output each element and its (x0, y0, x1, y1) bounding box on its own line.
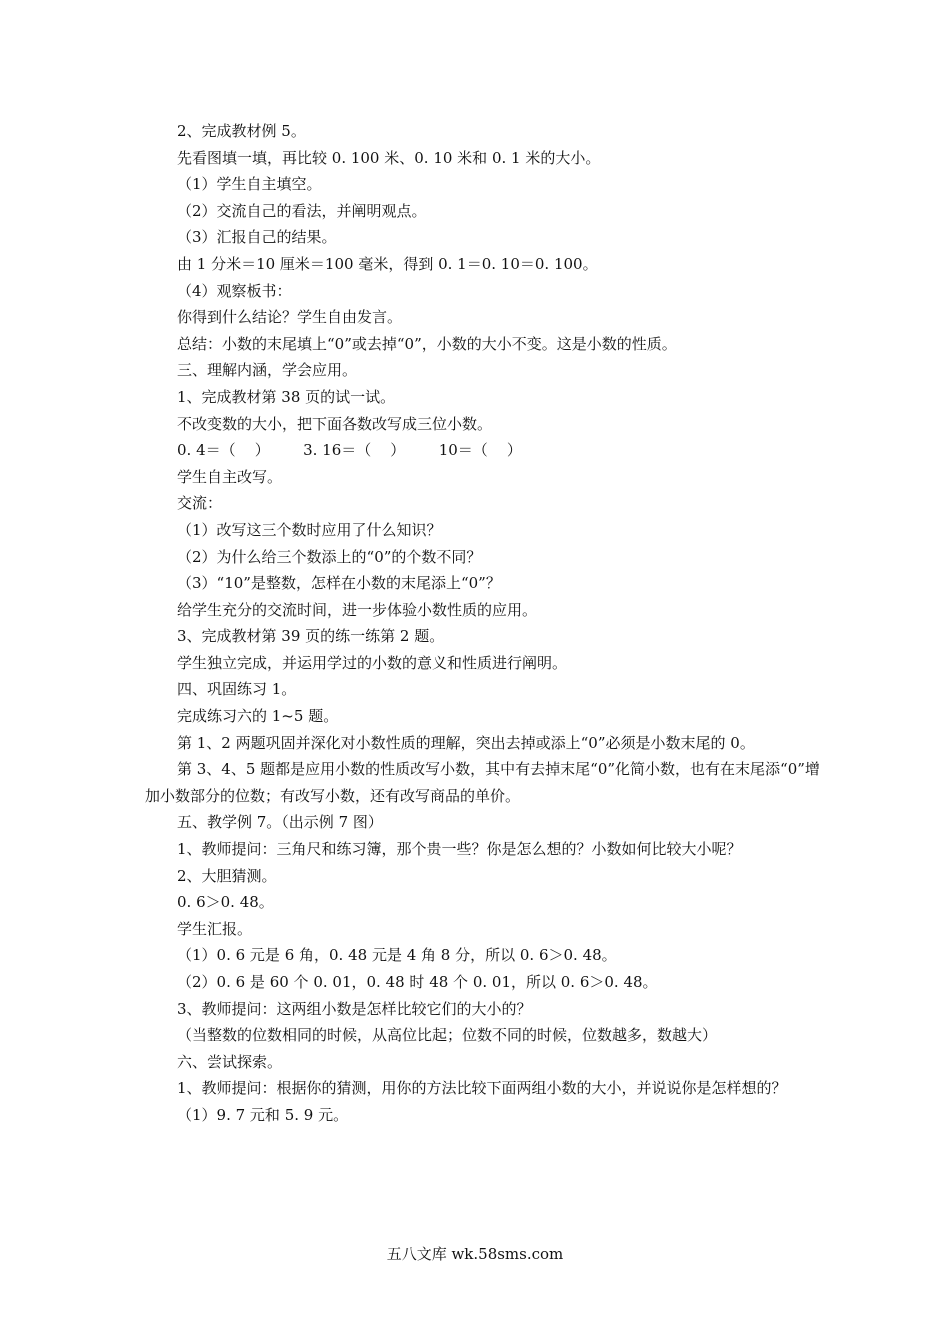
text-line: （1）改写这三个数时应用了什么知识？ (177, 520, 442, 539)
text-line: 由 1 分米＝10 厘米＝100 毫米，得到 0. 1＝0. 10＝0. 100。 (177, 254, 598, 273)
text-line: （3）“10”是整数，怎样在小数的末尾添上“0”？ (177, 574, 501, 593)
text-line: （2）交流自己的看法，并阐明观点。 (177, 201, 427, 220)
text-line: 不改变数的大小，把下面各数改写成三位小数。 (177, 414, 493, 433)
text-line: 给学生充分的交流时间，进一步体验小数性质的应用。 (177, 600, 538, 619)
text-line: 0. 6＞0. 48。 (177, 893, 274, 912)
text-line: 3、教师提问：这两组小数是怎样比较它们的大小的？ (177, 999, 532, 1018)
paragraph: 第 3、4、5 题都是应用小数的性质改写小数，其中有去掉末尾“0”化简小数，也有在末尾添“0”增加小数部分的位数；有改写小数，还有改写商品的单价。 (145, 760, 820, 805)
text-line: （4）观察板书： (177, 281, 292, 300)
paragraph: 1、教师提问：根据你的猜测，用你的方法比较下面两组小数的大小，并说说你是怎样想的？ (177, 1079, 787, 1098)
text-line: 学生独立完成，并运用学过的小数的意义和性质进行阐明。 (177, 653, 568, 672)
text-line: 2、大胆猜测。 (177, 866, 277, 885)
text-line: （2）为什么给三个数添上的“0”的个数不同？ (177, 547, 482, 566)
text-line: 五、教学例 7。（出示例 7 图） (177, 813, 383, 832)
text-line: 总结：小数的末尾填上“0”或去掉“0”，小数的大小不变。这是小数的性质。 (177, 334, 677, 353)
text-line: （1）0. 6 元是 6 角，0. 48 元是 4 角 8 分，所以 0. 6＞0. 48。 (177, 946, 617, 965)
text-line: 完成练习六的 1~5 题。 (177, 707, 339, 726)
text-line: （1）9. 7 元和 5. 9 元。 (177, 1105, 349, 1124)
text-line: 先看图填一填，再比较 0. 100 米、0. 10 米和 0. 1 米的大小。 (177, 148, 601, 167)
text-line: 2、完成教材例 5。 (177, 122, 306, 140)
text-line: 0. 4＝（ ） 3. 16＝（ ） 10＝（ ） (177, 441, 522, 460)
text-line: （2）0. 6 是 60 个 0. 01，0. 48 时 48 个 0. 01，所以 0. 6＞0. 48。 (177, 973, 658, 991)
text-line: 交流： (177, 494, 223, 513)
text-line: 3、完成教材第 39 页的练一练第 2 题。 (177, 627, 445, 646)
text-line: 六、尝试探索。 (177, 1052, 283, 1071)
text-line: 你得到什么结论？学生自由发言。 (177, 308, 403, 327)
text-line: 四、巩固练习 1。 (177, 680, 297, 699)
text-line: （1）学生自主填空。 (177, 175, 322, 194)
text-line: （当整数的位数相同的时候，从高位比起；位数不同的时候，位数越多，数越大） (177, 1026, 718, 1045)
text-line: （3）汇报自己的结果。 (177, 228, 337, 247)
text-line: 三、理解内涵，学会应用。 (177, 361, 358, 380)
document-body (145, 118, 825, 1129)
paragraph: 第 1、2 两题巩固并深化对小数性质的理解，突出去掉或添上“0”必须是小数末尾的 0。 (177, 733, 755, 752)
text-line: 1、教师提问：三角尺和练习簿，那个贵一些？你是怎么想的？小数如何比较大小呢？ (177, 840, 742, 859)
text-line: 学生自主改写。 (177, 467, 283, 486)
text-line: 1、完成教材第 38 页的试一试。 (177, 387, 396, 406)
text-line: 学生汇报。 (177, 919, 253, 938)
footer-watermark: 五八文库 wk.58sms.com (386, 1245, 564, 1263)
